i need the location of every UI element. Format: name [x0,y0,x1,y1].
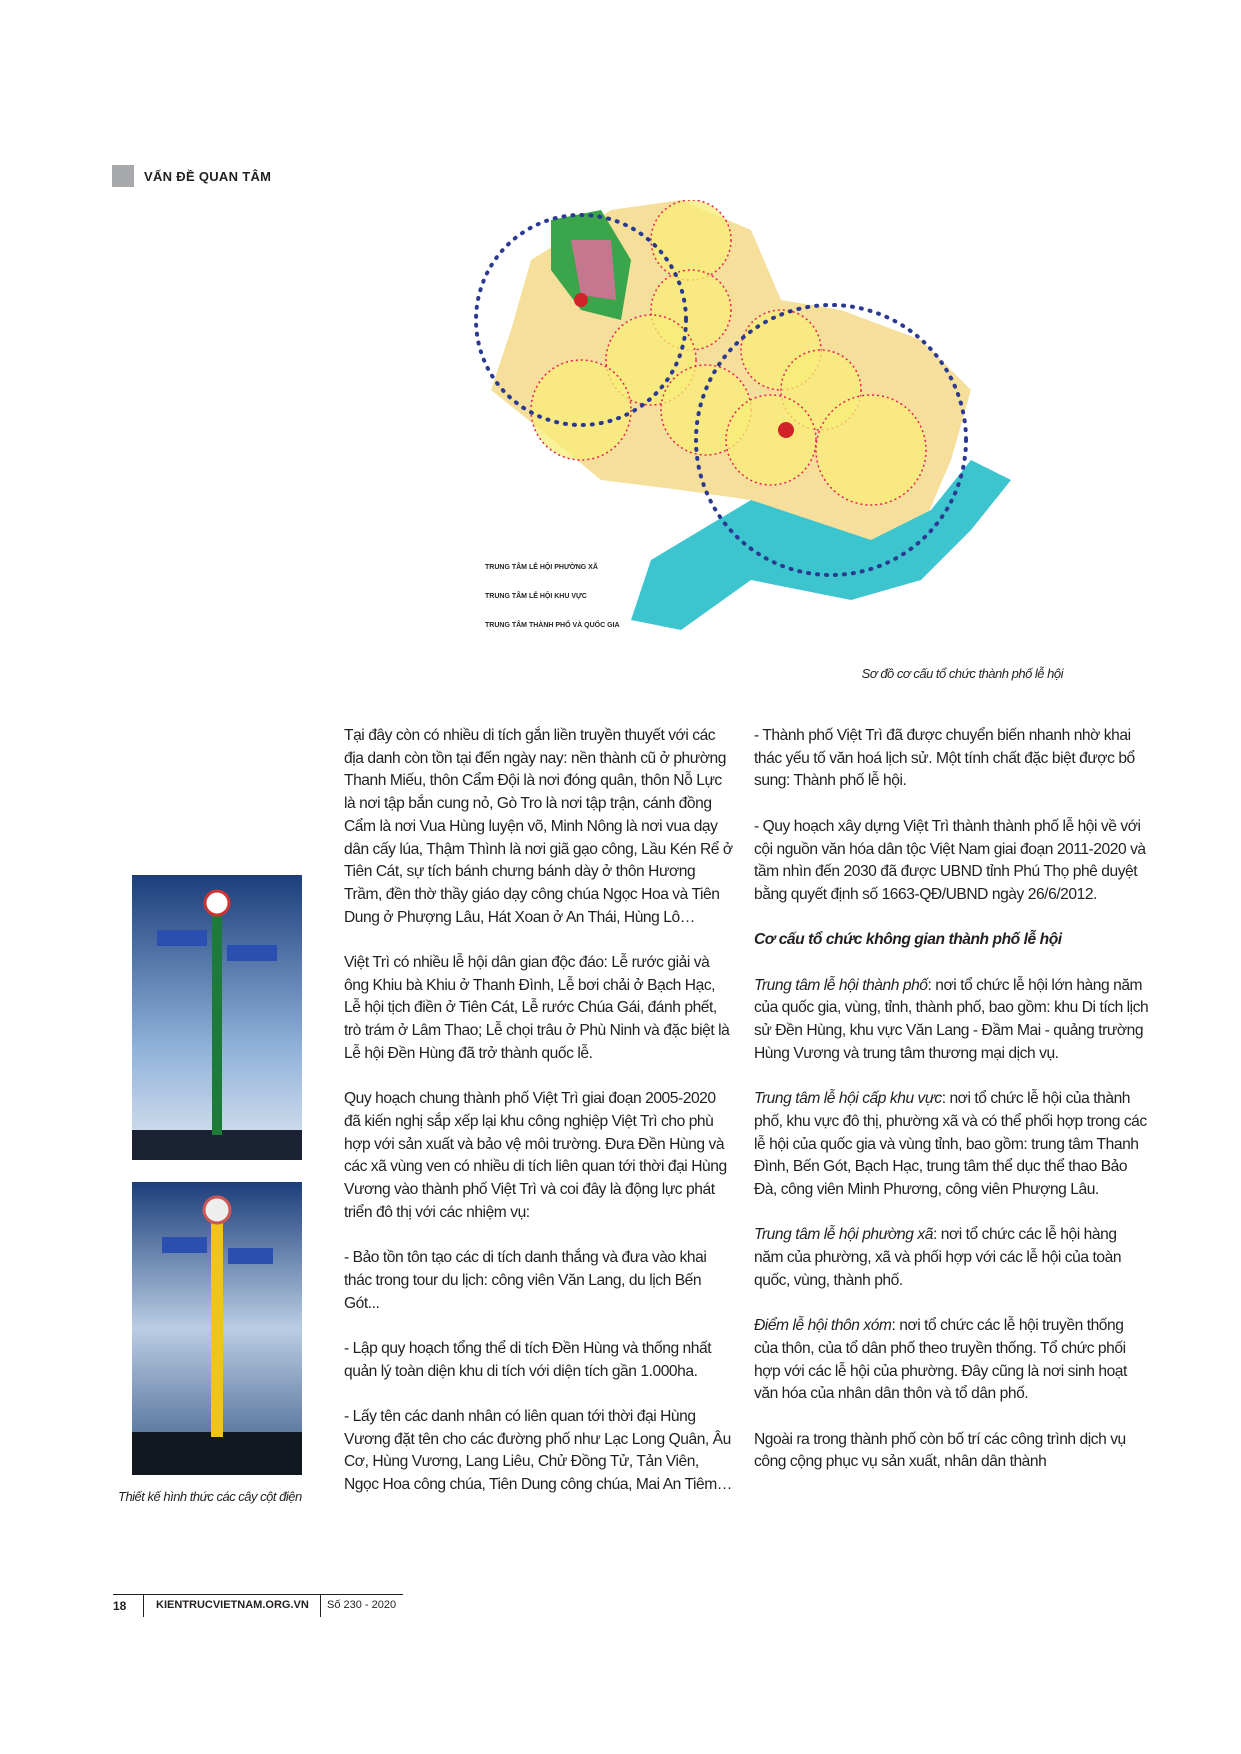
paragraph: - Bảo tồn tôn tạo các di tích danh thắng và đưa vào khai thác trong tour du lịch: công viên Văn Lang, du lịch Bến Gót... [344,1249,707,1312]
lead-term: Trung tâm lễ hội cấp khu vực [754,1090,942,1108]
paragraph [754,1224,1149,1292]
site-name: KIENTRUCVIETNAM.ORG.VN [156,1599,309,1611]
article-column-1 [344,725,734,1520]
paragraph-text: : nơi tổ chức lễ hội của thành phố, khu vực đô thị, phường xã và có thể phối hợp trong các lễ hội của quốc gia và vùng tỉnh, bao gồm: trung tâm Thanh Đình, Bến Gót, Bạch Hạc, trung tâm thể dục thể thao Bảo Đà, công viên Minh Phương, công viên Phượng Lâu. [754,1090,1147,1198]
divider [320,1595,321,1617]
section-title: VẤN ĐỀ QUAN TÂM [144,169,272,184]
paragraph [754,975,1149,1066]
paragraph [754,1315,1149,1406]
legend-label: TRUNG TÂM LỄ HỘI PHƯỜNG XÃ [485,564,598,571]
paragraph-text: : nơi tổ chức các lễ hội hàng năm của phường, xã và phối hợp với các lễ hội của toàn quốc, vùng, thành phố. [754,1226,1122,1289]
page-number: 18 [113,1599,127,1613]
divider [143,1595,144,1617]
paragraph-text: : nơi tổ chức các lễ hội truyền thống của thôn, của tổ dân phố theo truyền thống. Tổ chức phối hợp với các lễ hội của phường. Đây cũng là nơi sinh hoạt văn hóa của nhân dân thôn và tổ dân phố. [754,1317,1127,1403]
yellow-pole-image [132,1182,302,1475]
lead-term: Điểm lễ hội thôn xóm [754,1317,892,1335]
paragraph: - Lấy tên các danh nhân có liên quan tới thời đại Hùng Vương đặt tên cho các đường phố như Lạc Long Quân, Âu Cơ, Hùng Vương, Lang Liêu, Chử Đồng Tử, Tản Viên, Ngọc Hoa công chúa, Tiên Dung công chúa, Mai An Tiêm… [344,1408,732,1494]
lead-term: Trung tâm lễ hội thành phố [754,976,928,994]
map-caption: Sơ đồ cơ cấu tổ chức thành phố lễ hội [861,666,1063,681]
map-legend-labels [485,553,620,640]
poles-caption: Thiết kế hình thức các cây cột điện [118,1489,302,1504]
paragraph: - Thành phố Việt Trì đã được chuyển biến nhanh nhờ khai thác yếu tố văn hoá lịch sử. Một tính chất đặc biệt được bổ sung: Thành phố lễ hội. [754,727,1135,790]
section-heading: Cơ cấu tổ chức không gian thành phố lễ hội [754,931,1062,949]
page-footer [113,1594,403,1617]
section-icon [112,165,134,187]
issue-number: Số 230 - 2020 [327,1599,397,1611]
green-pole-image [132,875,302,1160]
paragraph: Quy hoạch chung thành phố Việt Trì giai đoạn 2005-2020 đã kiến nghị sắp xếp lại khu công nghiệp Việt Trì cho phù hợp với sản xuất và bảo vệ môi trường. Đưa Đền Hùng và các xã vùng ven có nhiều di tích liên quan tới thời đại Hùng Vương vào thành phố Việt Trì và coi đây là động lực phát triển đô thị với các nhiệm vụ: [344,1090,727,1221]
legend-label: TRUNG TÂM THÀNH PHỐ VÀ QUỐC GIA [485,622,620,629]
national-center-marker [574,293,588,307]
paragraph: - Lập quy hoạch tổng thể di tích Đền Hùng và thống nhất quản lý toàn diện khu di tích với diện tích gần 1.000ha. [344,1339,712,1380]
paragraph: Việt Trì có nhiều lễ hội dân gian độc đáo: Lễ rước giải và ông Khiu bà Khiu ở Thanh Đình, Lễ bơi chải ở Bạch Hạc, Lễ hội tịch điền ở Tiên Cát, Lễ rước Chúa Gái, đánh phết, trò trám ở Lâm Thao; Lễ chọi trâu ở Phù Ninh và đặc biệt là Lễ hội Đền Hùng đã trở thành quốc lễ. [344,954,730,1062]
city-center-marker [778,422,794,438]
paragraph: Tại đây còn có nhiều di tích gắn liền truyền thuyết với các địa danh còn tồn tại đến ngày nay: nền thành cũ ở phường Thanh Miếu, thôn Cẩm Đội là nơi đóng quân, thôn Nỗ Lực là nơi tập bắn cung nỏ, Gò Tro là nơi tập trận, cánh đồng Cẩm là nơi Vua Hùng luyện võ, Minh Nông là nơi vua dạy dân cấy lúa, Thậm Thình là nơi giã gạo công, Lầu Kén Rể ở Tiên Cát, sự tích bánh chưng bánh dày ở thôn Hương Trầm, đền thờ thầy giáo dạy công chúa Ngọc Hoa và Tiên Dung ở Phượng Lâu, Hát Xoan ở An Thái, Hùng Lô… [344,727,733,926]
paragraph: - Quy hoạch xây dựng Việt Trì thành thành phố lễ hội về với cội nguồn văn hóa dân tộc Việt Nam giai đoạn 2011-2020 và tầm nhìn đến 2030 đã được UBND tỉnh Phú Thọ phê duyệt bằng quyết định số 1663-QĐ/UBND ngày 26/6/2012. [754,817,1146,903]
lead-term: Trung tâm lễ hội phường xã [754,1226,933,1244]
article-column-2 [754,725,1149,1497]
paragraph [754,1088,1149,1202]
paragraph-text: : nơi tổ chức lễ hội lớn hàng năm của quốc gia, vùng, tỉnh, thành phố, bao gồm: khu Di tích lịch sử Đền Hùng, khu vực Văn Lang - Đầm Mai - quảng trường Hùng Vương và trung tâm thương mại dịch vụ. [754,976,1149,1062]
paragraph: Ngoài ra trong thành phố còn bố trí các công trình dịch vụ công cộng phục vụ sản xuất, nhân dân thành [754,1430,1126,1471]
legend-label: TRUNG TÂM LỄ HỘI KHU VỰC [485,593,587,600]
